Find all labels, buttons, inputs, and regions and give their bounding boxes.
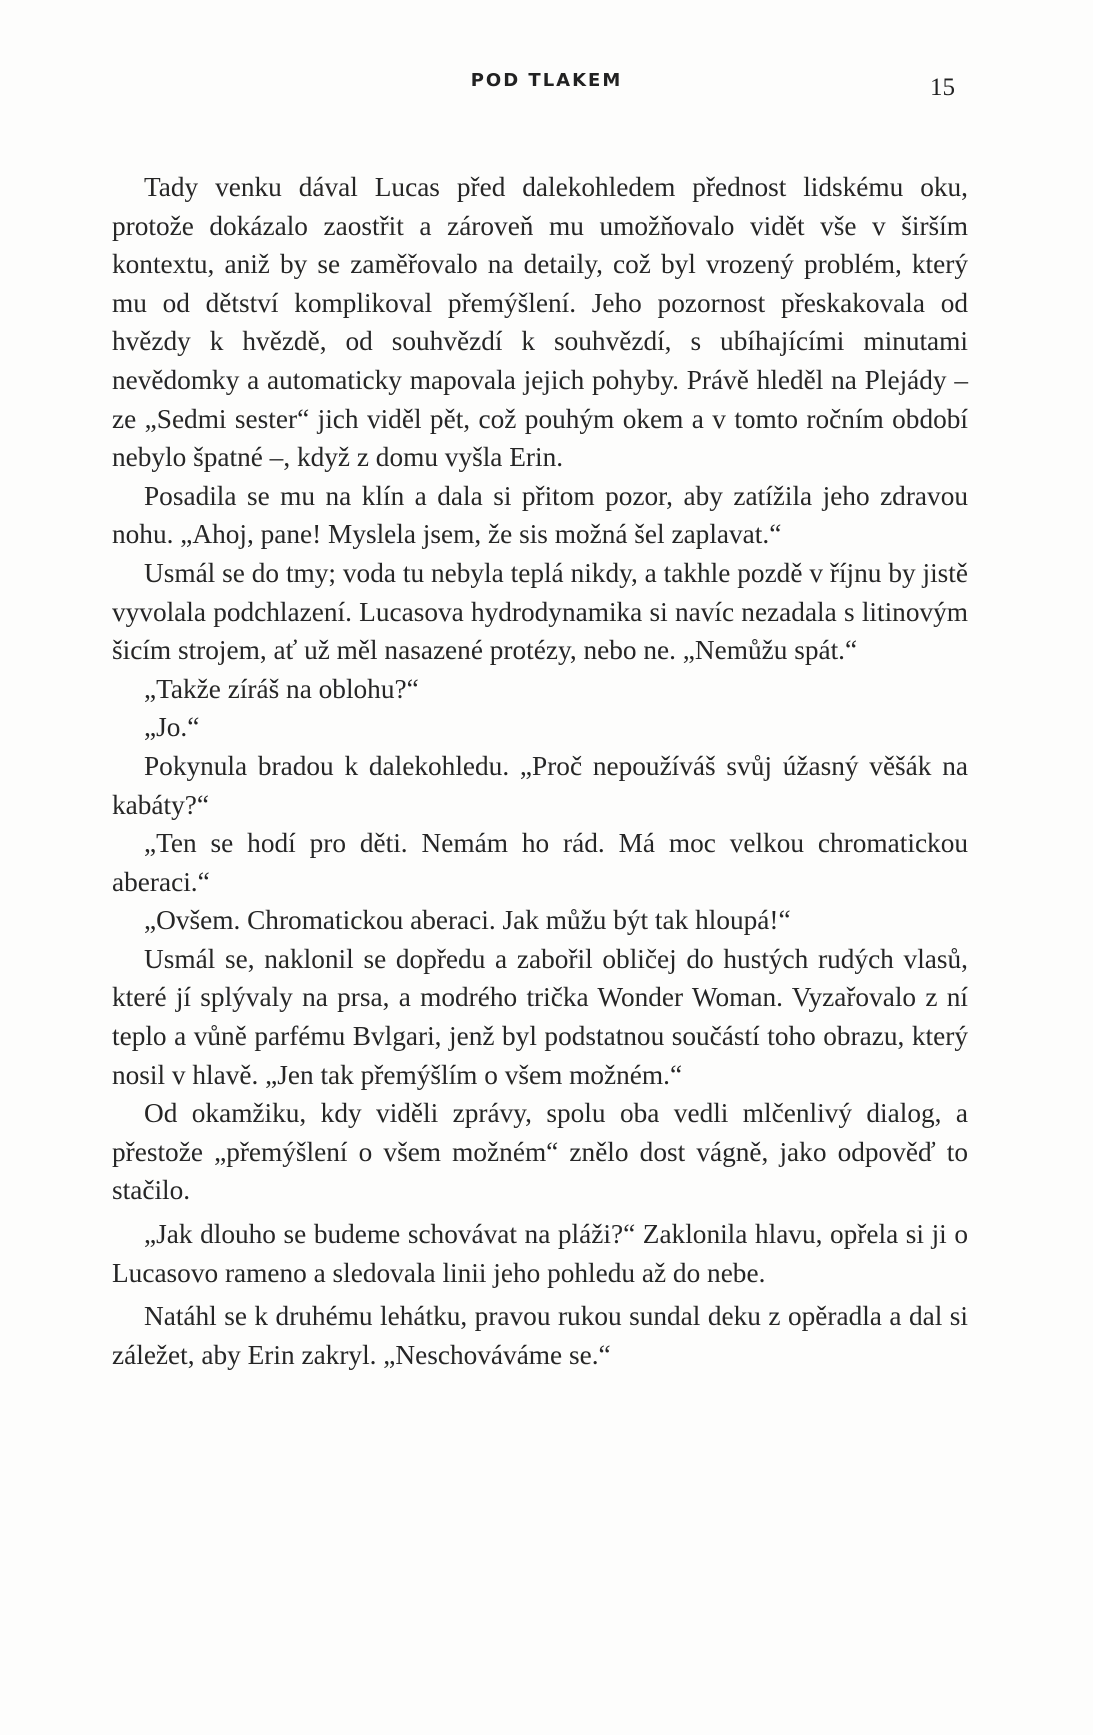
paragraph: Usmál se, naklonil se dopředu a zabořil obličej do hustých rudých vlasů, které jí splývaly na prsa, a modrého trička Wonder Woman. Vyzařovalo z ní teplo a vůně parfému Bvlgari, jenž byl podstatnou součástí toho obrazu, který nosil v hlavě. „Jen tak přemýšlím o všem možném.“ xyxy=(112,943,968,1090)
paragraph: „Ten se hodí pro děti. Nemám ho rád. Má moc velkou chromatickou aberaci.“ xyxy=(112,828,968,897)
paragraph: „Jo.“ xyxy=(144,712,200,743)
paragraph: „Jak dlouho se budeme schovávat na pláži?“ Zaklonila hlavu, opřela si ji o Lucasovo rameno a sledovala linii jeho pohledu až do nebe. xyxy=(112,1219,968,1288)
paragraph: Tady venku dával Lucas před dalekohledem přednost lidskému oku, protože dokázalo zaostřit a zároveň mu umožňovalo vidět vše v širším kontextu, aniž by se zaměřovalo na detaily, což byl vrozený problém, který mu od dětství komplikoval přemýšlení. Jeho pozornost přeskakovala od hvězdy k hvězdě, od souhvězdí k souhvězdí, s ubíhajícími minutami nevědomky a automaticky mapovala jejich pohyby. Právě hleděl na Plejády – ze „Sedmi sester“ jich viděl pět, což pouhým okem a v tomto ročním období nebylo špatné –, když z domu vyšla Erin. xyxy=(112,172,968,473)
body-text xyxy=(112,168,968,1374)
paragraph: Pokynula bradou k dalekohledu. „Proč nepoužíváš svůj úžasný věšák na kabáty?“ xyxy=(112,750,968,820)
paragraph: Natáhl se k druhému lehátku, pravou rukou sundal deku z opěradla a dal si záležet, aby Erin zakryl. „Neschováváme se.“ xyxy=(112,1301,968,1370)
paragraph: Posadila se mu na klín a dala si přitom pozor, aby zatížila jeho zdravou nohu. „Ahoj, pane! Myslela jsem, že sis možná šel zaplavat.“ xyxy=(112,480,968,550)
paragraph: „Takže zíráš na oblohu?“ xyxy=(144,673,419,704)
paragraph: Od okamžiku, kdy viděli zprávy, spolu oba vedli mlčenlivý dialog, a přestože „přemýšlení o všem možném“ znělo dost vágně, jako odpověď to stačilo. xyxy=(112,1098,968,1206)
running-title: POD TLAKEM xyxy=(470,70,623,91)
paragraph: Usmál se do tmy; voda tu nebyla teplá nikdy, a takhle pozdě v říjnu by jistě vyvolala podchlazení. Lucasova hydrodynamika si navíc nezadala s litinovým šicím strojem, ať už měl nasazené protézy, nebo ne. „Nemůžu spát.“ xyxy=(112,557,968,666)
paragraph: „Ovšem. Chromatickou aberaci. Jak můžu být tak hloupá!“ xyxy=(144,905,791,936)
page-number: 15 xyxy=(930,74,955,101)
